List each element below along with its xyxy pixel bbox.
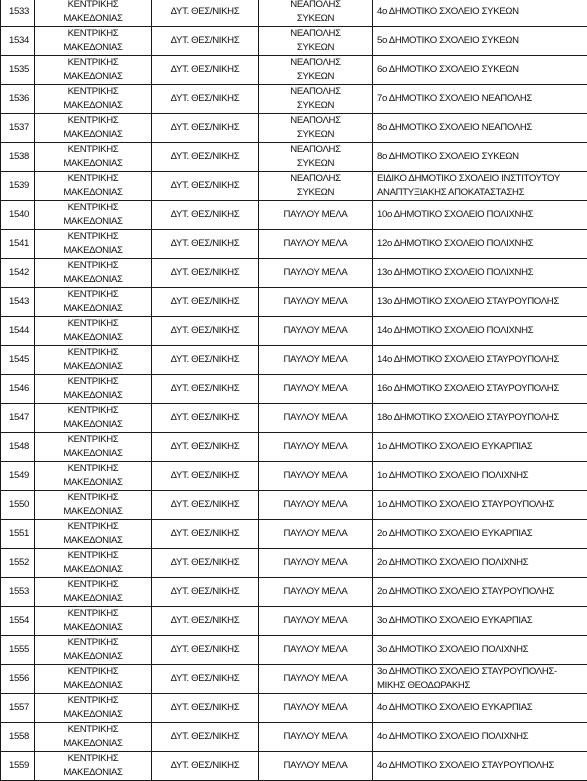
row-number-cell: 1551	[1, 520, 35, 549]
region-line: ΚΕΝΤΡΙΚΗΣ	[67, 608, 119, 619]
school-name-line: ΕΙΔΙΚΟ ΔΗΜΟΤΙΚΟ ΣΧΟΛΕΙΟ ΙΝΣΤΙΤΟΥΤΟΥ	[377, 173, 560, 184]
region-line: ΚΕΝΤΡΙΚΗΣ	[67, 28, 119, 39]
region-cell	[35, 607, 152, 636]
region-line: ΜΑΚΕΔΟΝΙΑΣ	[63, 274, 123, 285]
school-name-cell	[373, 114, 587, 143]
region-cell	[35, 0, 152, 27]
school-name-cell	[373, 578, 587, 607]
school-name-line: 13ο ΔΗΜΟΤΙΚΟ ΣΧΟΛΕΙΟ ΣΤΑΥΡΟΥΠΟΛΗΣ	[377, 296, 559, 307]
table-row	[1, 346, 587, 375]
municipality-cell	[259, 143, 373, 172]
directorate-cell: ΔΥΤ. ΘΕΣ/ΝΙΚΗΣ	[152, 172, 259, 201]
school-name-cell	[373, 636, 587, 665]
table-row	[1, 665, 587, 694]
school-name-cell	[373, 317, 587, 346]
region-cell	[35, 723, 152, 752]
municipality-cell	[259, 317, 373, 346]
directorate-cell: ΔΥΤ. ΘΕΣ/ΝΙΚΗΣ	[152, 636, 259, 665]
school-name-cell	[373, 0, 587, 27]
municipality-cell	[259, 752, 373, 781]
municipality-line: ΣΥΚΕΩΝ	[296, 42, 335, 53]
row-number-cell: 1533	[1, 0, 35, 27]
directorate-cell: ΔΥΤ. ΘΕΣ/ΝΙΚΗΣ	[152, 143, 259, 172]
municipality-line: ΠΑΥΛΟΥ ΜΕΛΑ	[283, 557, 348, 568]
municipality-line: ΠΑΥΛΟΥ ΜΕΛΑ	[283, 760, 348, 771]
table-row	[1, 143, 587, 172]
municipality-cell	[259, 85, 373, 114]
school-name-line: 1ο ΔΗΜΟΤΙΚΟ ΣΧΟΛΕΙΟ ΠΟΛΙΧΝΗΣ	[377, 470, 529, 481]
school-name-line: 12ο ΔΗΜΟΤΙΚΟ ΣΧΟΛΕΙΟ ΠΟΛΙΧΝΗΣ	[377, 238, 534, 249]
municipality-cell	[259, 0, 373, 27]
directorate-cell: ΔΥΤ. ΘΕΣ/ΝΙΚΗΣ	[152, 723, 259, 752]
region-line: ΚΕΝΤΡΙΚΗΣ	[67, 231, 119, 242]
school-name-cell	[373, 172, 587, 201]
region-cell	[35, 114, 152, 143]
schools-table-body	[1, 0, 587, 781]
region-line: ΚΕΝΤΡΙΚΗΣ	[67, 57, 119, 68]
school-name-line: 18ο ΔΗΜΟΤΙΚΟ ΣΧΟΛΕΙΟ ΣΤΑΥΡΟΥΠΟΛΗΣ	[377, 412, 559, 423]
table-row	[1, 230, 587, 259]
directorate-cell: ΔΥΤ. ΘΕΣ/ΝΙΚΗΣ	[152, 694, 259, 723]
municipality-line: ΠΑΥΛΟΥ ΜΕΛΑ	[283, 412, 348, 423]
region-cell	[35, 491, 152, 520]
school-name-line: 4ο ΔΗΜΟΤΙΚΟ ΣΧΟΛΕΙΟ ΕΥΚΑΡΠΙΑΣ	[377, 702, 533, 713]
row-number-cell: 1539	[1, 172, 35, 201]
region-line: ΚΕΝΤΡΙΚΗΣ	[67, 318, 119, 329]
school-name-cell	[373, 375, 587, 404]
directorate-cell: ΔΥΤ. ΘΕΣ/ΝΙΚΗΣ	[152, 288, 259, 317]
region-line: ΜΑΚΕΔΟΝΙΑΣ	[63, 477, 123, 488]
table-row	[1, 317, 587, 346]
region-line: ΜΑΚΕΔΟΝΙΑΣ	[63, 738, 123, 749]
region-line: ΜΑΚΕΔΟΝΙΑΣ	[63, 361, 123, 372]
municipality-line: ΠΑΥΛΟΥ ΜΕΛΑ	[283, 296, 348, 307]
row-number-cell: 1548	[1, 433, 35, 462]
region-line: ΚΕΝΤΡΙΚΗΣ	[67, 115, 119, 126]
region-cell	[35, 752, 152, 781]
school-name-line: 3ο ΔΗΜΟΤΙΚΟ ΣΧΟΛΕΙΟ ΕΥΚΑΡΠΙΑΣ	[377, 615, 533, 626]
municipality-cell	[259, 114, 373, 143]
school-name-line: 2ο ΔΗΜΟΤΙΚΟ ΣΧΟΛΕΙΟ ΠΟΛΙΧΝΗΣ	[377, 557, 529, 568]
municipality-line: ΣΥΚΕΩΝ	[296, 71, 335, 82]
directorate-cell: ΔΥΤ. ΘΕΣ/ΝΙΚΗΣ	[152, 462, 259, 491]
school-name-line: 1ο ΔΗΜΟΤΙΚΟ ΣΧΟΛΕΙΟ ΕΥΚΑΡΠΙΑΣ	[377, 441, 533, 452]
region-cell	[35, 172, 152, 201]
region-line: ΚΕΝΤΡΙΚΗΣ	[67, 86, 119, 97]
directorate-cell: ΔΥΤ. ΘΕΣ/ΝΙΚΗΣ	[152, 404, 259, 433]
region-line: ΜΑΚΕΔΟΝΙΑΣ	[63, 245, 123, 256]
school-name-cell	[373, 694, 587, 723]
municipality-cell	[259, 375, 373, 404]
region-line: ΚΕΝΤΡΙΚΗΣ	[67, 492, 119, 503]
directorate-cell: ΔΥΤ. ΘΕΣ/ΝΙΚΗΣ	[152, 607, 259, 636]
row-number-cell: 1537	[1, 114, 35, 143]
municipality-line: ΠΑΥΛΟΥ ΜΕΛΑ	[283, 267, 348, 278]
school-name-line: 3ο ΔΗΜΟΤΙΚΟ ΣΧΟΛΕΙΟ ΣΤΑΥΡΟΥΠΟΛΗΣ-	[377, 666, 557, 677]
directorate-cell: ΔΥΤ. ΘΕΣ/ΝΙΚΗΣ	[152, 27, 259, 56]
region-line: ΚΕΝΤΡΙΚΗΣ	[67, 376, 119, 387]
municipality-line: ΝΕΑΠΟΛΗΣ	[290, 28, 341, 39]
region-line: ΚΕΝΤΡΙΚΗΣ	[67, 463, 119, 474]
region-cell	[35, 143, 152, 172]
row-number-cell: 1542	[1, 259, 35, 288]
school-name-cell	[373, 230, 587, 259]
row-number-cell: 1556	[1, 665, 35, 694]
school-name-line: ΜΙΚΗΣ ΘΕΟΔΩΡΑΚΗΣ	[377, 680, 471, 691]
table-row	[1, 549, 587, 578]
municipality-line: ΠΑΥΛΟΥ ΜΕΛΑ	[283, 209, 348, 220]
school-name-line: 6ο ΔΗΜΟΤΙΚΟ ΣΧΟΛΕΙΟ ΣΥΚΕΩΝ	[377, 64, 519, 75]
row-number-cell: 1559	[1, 752, 35, 781]
region-line: ΜΑΚΕΔΟΝΙΑΣ	[63, 535, 123, 546]
school-name-cell	[373, 56, 587, 85]
region-line: ΜΑΚΕΔΟΝΙΑΣ	[63, 651, 123, 662]
directorate-cell: ΔΥΤ. ΘΕΣ/ΝΙΚΗΣ	[152, 520, 259, 549]
region-line: ΜΑΚΕΔΟΝΙΑΣ	[63, 709, 123, 720]
municipality-cell	[259, 433, 373, 462]
row-number-cell: 1538	[1, 143, 35, 172]
school-name-cell	[373, 433, 587, 462]
directorate-cell: ΔΥΤ. ΘΕΣ/ΝΙΚΗΣ	[152, 317, 259, 346]
table-row	[1, 85, 587, 114]
municipality-cell	[259, 346, 373, 375]
municipality-cell	[259, 201, 373, 230]
region-line: ΜΑΚΕΔΟΝΙΑΣ	[63, 419, 123, 430]
row-number-cell: 1540	[1, 201, 35, 230]
school-name-line: 3ο ΔΗΜΟΤΙΚΟ ΣΧΟΛΕΙΟ ΠΟΛΙΧΝΗΣ	[377, 644, 529, 655]
municipality-cell	[259, 694, 373, 723]
region-line: ΜΑΚΕΔΟΝΙΑΣ	[63, 332, 123, 343]
region-line: ΚΕΝΤΡΙΚΗΣ	[67, 144, 119, 155]
directorate-cell: ΔΥΤ. ΘΕΣ/ΝΙΚΗΣ	[152, 56, 259, 85]
municipality-line: ΠΑΥΛΟΥ ΜΕΛΑ	[283, 615, 348, 626]
table-row	[1, 607, 587, 636]
row-number-cell: 1543	[1, 288, 35, 317]
region-line: ΚΕΝΤΡΙΚΗΣ	[67, 637, 119, 648]
municipality-cell	[259, 288, 373, 317]
row-number-cell: 1544	[1, 317, 35, 346]
region-cell	[35, 201, 152, 230]
region-cell	[35, 85, 152, 114]
region-cell	[35, 259, 152, 288]
region-cell	[35, 404, 152, 433]
directorate-cell: ΔΥΤ. ΘΕΣ/ΝΙΚΗΣ	[152, 259, 259, 288]
school-name-line: 8ο ΔΗΜΟΤΙΚΟ ΣΧΟΛΕΙΟ ΝΕΑΠΟΛΗΣ	[377, 122, 532, 133]
directorate-cell: ΔΥΤ. ΘΕΣ/ΝΙΚΗΣ	[152, 346, 259, 375]
school-name-cell	[373, 201, 587, 230]
region-line: ΚΕΝΤΡΙΚΗΣ	[67, 753, 119, 764]
region-line: ΜΑΚΕΔΟΝΙΑΣ	[63, 622, 123, 633]
municipality-cell	[259, 56, 373, 85]
region-cell	[35, 462, 152, 491]
region-cell	[35, 578, 152, 607]
municipality-cell	[259, 520, 373, 549]
region-line: ΜΑΚΕΔΟΝΙΑΣ	[63, 767, 123, 778]
directorate-cell: ΔΥΤ. ΘΕΣ/ΝΙΚΗΣ	[152, 201, 259, 230]
region-line: ΚΕΝΤΡΙΚΗΣ	[67, 405, 119, 416]
school-name-cell	[373, 520, 587, 549]
directorate-cell: ΔΥΤ. ΘΕΣ/ΝΙΚΗΣ	[152, 491, 259, 520]
school-name-line: 2ο ΔΗΜΟΤΙΚΟ ΣΧΟΛΕΙΟ ΕΥΚΑΡΠΙΑΣ	[377, 528, 533, 539]
row-number-cell: 1552	[1, 549, 35, 578]
directorate-cell: ΔΥΤ. ΘΕΣ/ΝΙΚΗΣ	[152, 549, 259, 578]
table-row	[1, 462, 587, 491]
table-row	[1, 723, 587, 752]
region-cell	[35, 288, 152, 317]
school-name-cell	[373, 346, 587, 375]
municipality-cell	[259, 636, 373, 665]
school-name-cell	[373, 288, 587, 317]
school-name-line: 14ο ΔΗΜΟΤΙΚΟ ΣΧΟΛΕΙΟ ΣΤΑΥΡΟΥΠΟΛΗΣ	[377, 354, 559, 365]
row-number-cell: 1541	[1, 230, 35, 259]
region-line: ΜΑΚΕΔΟΝΙΑΣ	[63, 100, 123, 111]
region-line: ΜΑΚΕΔΟΝΙΑΣ	[63, 593, 123, 604]
municipality-cell	[259, 665, 373, 694]
region-line: ΜΑΚΕΔΟΝΙΑΣ	[63, 680, 123, 691]
table-row	[1, 27, 587, 56]
school-name-line: 16ο ΔΗΜΟΤΙΚΟ ΣΧΟΛΕΙΟ ΣΤΑΥΡΟΥΠΟΛΗΣ	[377, 383, 559, 394]
region-cell	[35, 520, 152, 549]
school-name-line: 4ο ΔΗΜΟΤΙΚΟ ΣΧΟΛΕΙΟ ΣΥΚΕΩΝ	[377, 6, 519, 17]
row-number-cell: 1545	[1, 346, 35, 375]
region-cell	[35, 27, 152, 56]
region-cell	[35, 433, 152, 462]
school-name-line: 8ο ΔΗΜΟΤΙΚΟ ΣΧΟΛΕΙΟ ΣΥΚΕΩΝ	[377, 151, 519, 162]
row-number-cell: 1550	[1, 491, 35, 520]
region-line: ΜΑΚΕΔΟΝΙΑΣ	[63, 13, 123, 24]
table-row	[1, 520, 587, 549]
municipality-cell	[259, 27, 373, 56]
table-row	[1, 288, 587, 317]
directorate-cell: ΔΥΤ. ΘΕΣ/ΝΙΚΗΣ	[152, 85, 259, 114]
municipality-line: ΝΕΑΠΟΛΗΣ	[290, 115, 341, 126]
school-name-cell	[373, 85, 587, 114]
region-line: ΚΕΝΤΡΙΚΗΣ	[67, 260, 119, 271]
table-row	[1, 375, 587, 404]
municipality-cell	[259, 259, 373, 288]
region-line: ΚΕΝΤΡΙΚΗΣ	[67, 521, 119, 532]
municipality-cell	[259, 172, 373, 201]
municipality-line: ΠΑΥΛΟΥ ΜΕΛΑ	[283, 325, 348, 336]
region-line: ΚΕΝΤΡΙΚΗΣ	[67, 202, 119, 213]
table-row	[1, 578, 587, 607]
municipality-cell	[259, 607, 373, 636]
directorate-cell: ΔΥΤ. ΘΕΣ/ΝΙΚΗΣ	[152, 114, 259, 143]
region-line: ΜΑΚΕΔΟΝΙΑΣ	[63, 303, 123, 314]
directorate-cell: ΔΥΤ. ΘΕΣ/ΝΙΚΗΣ	[152, 375, 259, 404]
municipality-cell	[259, 723, 373, 752]
directorate-cell: ΔΥΤ. ΘΕΣ/ΝΙΚΗΣ	[152, 433, 259, 462]
table-row	[1, 752, 587, 781]
region-line: ΚΕΝΤΡΙΚΗΣ	[67, 173, 119, 184]
municipality-line: ΣΥΚΕΩΝ	[296, 158, 335, 169]
region-line: ΜΑΚΕΔΟΝΙΑΣ	[63, 506, 123, 517]
school-name-cell	[373, 752, 587, 781]
municipality-line: ΠΑΥΛΟΥ ΜΕΛΑ	[283, 238, 348, 249]
municipality-line: ΝΕΑΠΟΛΗΣ	[290, 0, 341, 10]
municipality-line: ΝΕΑΠΟΛΗΣ	[290, 144, 341, 155]
table-row	[1, 433, 587, 462]
municipality-cell	[259, 404, 373, 433]
region-line: ΜΑΚΕΔΟΝΙΑΣ	[63, 158, 123, 169]
table-row	[1, 56, 587, 85]
region-line: ΜΑΚΕΔΟΝΙΑΣ	[63, 216, 123, 227]
school-name-cell	[373, 259, 587, 288]
table-row	[1, 491, 587, 520]
region-cell	[35, 56, 152, 85]
school-name-line: ΑΝΑΠΤΥΞΙΑΚΗΣ ΑΠΟΚΑΤΑΣΤΑΣΗΣ	[377, 187, 525, 198]
school-name-cell	[373, 143, 587, 172]
region-cell	[35, 665, 152, 694]
region-line: ΜΑΚΕΔΟΝΙΑΣ	[63, 448, 123, 459]
municipality-cell	[259, 549, 373, 578]
table-row	[1, 694, 587, 723]
municipality-line: ΝΕΑΠΟΛΗΣ	[290, 57, 341, 68]
region-line: ΜΑΚΕΔΟΝΙΑΣ	[63, 390, 123, 401]
region-line: ΚΕΝΤΡΙΚΗΣ	[67, 579, 119, 590]
school-name-line: 5ο ΔΗΜΟΤΙΚΟ ΣΧΟΛΕΙΟ ΣΥΚΕΩΝ	[377, 35, 519, 46]
row-number-cell: 1554	[1, 607, 35, 636]
municipality-line: ΠΑΥΛΟΥ ΜΕΛΑ	[283, 499, 348, 510]
table-row	[1, 259, 587, 288]
row-number-cell: 1535	[1, 56, 35, 85]
region-cell	[35, 230, 152, 259]
school-name-cell	[373, 27, 587, 56]
table-row	[1, 636, 587, 665]
school-name-line: 4ο ΔΗΜΟΤΙΚΟ ΣΧΟΛΕΙΟ ΠΟΛΙΧΝΗΣ	[377, 731, 529, 742]
municipality-line: ΠΑΥΛΟΥ ΜΕΛΑ	[283, 441, 348, 452]
row-number-cell: 1547	[1, 404, 35, 433]
region-cell	[35, 375, 152, 404]
region-line: ΚΕΝΤΡΙΚΗΣ	[67, 550, 119, 561]
municipality-line: ΠΑΥΛΟΥ ΜΕΛΑ	[283, 673, 348, 684]
school-name-cell	[373, 462, 587, 491]
municipality-line: ΝΕΑΠΟΛΗΣ	[290, 86, 341, 97]
municipality-line: ΠΑΥΛΟΥ ΜΕΛΑ	[283, 470, 348, 481]
region-cell	[35, 549, 152, 578]
row-number-cell: 1536	[1, 85, 35, 114]
directorate-cell: ΔΥΤ. ΘΕΣ/ΝΙΚΗΣ	[152, 0, 259, 27]
row-number-cell: 1555	[1, 636, 35, 665]
region-line: ΚΕΝΤΡΙΚΗΣ	[67, 724, 119, 735]
region-line: ΜΑΚΕΔΟΝΙΑΣ	[63, 187, 123, 198]
municipality-line: ΣΥΚΕΩΝ	[296, 187, 335, 198]
school-name-line: 14ο ΔΗΜΟΤΙΚΟ ΣΧΟΛΕΙΟ ΠΟΛΙΧΝΗΣ	[377, 325, 534, 336]
school-name-line: 1ο ΔΗΜΟΤΙΚΟ ΣΧΟΛΕΙΟ ΣΤΑΥΡΟΥΠΟΛΗΣ	[377, 499, 554, 510]
municipality-line: ΣΥΚΕΩΝ	[296, 100, 335, 111]
directorate-cell: ΔΥΤ. ΘΕΣ/ΝΙΚΗΣ	[152, 578, 259, 607]
table-row	[1, 404, 587, 433]
directorate-cell: ΔΥΤ. ΘΕΣ/ΝΙΚΗΣ	[152, 230, 259, 259]
row-number-cell: 1553	[1, 578, 35, 607]
row-number-cell: 1546	[1, 375, 35, 404]
school-name-cell	[373, 491, 587, 520]
municipality-line: ΝΕΑΠΟΛΗΣ	[290, 173, 341, 184]
region-cell	[35, 694, 152, 723]
school-name-line: 4ο ΔΗΜΟΤΙΚΟ ΣΧΟΛΕΙΟ ΣΤΑΥΡΟΥΠΟΛΗΣ	[377, 760, 554, 771]
region-line: ΚΕΝΤΡΙΚΗΣ	[67, 695, 119, 706]
directorate-cell: ΔΥΤ. ΘΕΣ/ΝΙΚΗΣ	[152, 752, 259, 781]
school-name-line: 13ο ΔΗΜΟΤΙΚΟ ΣΧΟΛΕΙΟ ΠΟΛΙΧΝΗΣ	[377, 267, 534, 278]
municipality-line: ΠΑΥΛΟΥ ΜΕΛΑ	[283, 528, 348, 539]
municipality-line: ΠΑΥΛΟΥ ΜΕΛΑ	[283, 383, 348, 394]
region-line: ΜΑΚΕΔΟΝΙΑΣ	[63, 71, 123, 82]
table-row	[1, 114, 587, 143]
directorate-cell: ΔΥΤ. ΘΕΣ/ΝΙΚΗΣ	[152, 665, 259, 694]
school-name-cell	[373, 665, 587, 694]
region-cell	[35, 317, 152, 346]
school-name-cell	[373, 549, 587, 578]
school-name-cell	[373, 607, 587, 636]
region-line: ΚΕΝΤΡΙΚΗΣ	[67, 347, 119, 358]
region-line: ΚΕΝΤΡΙΚΗΣ	[67, 0, 119, 10]
municipality-line: ΣΥΚΕΩΝ	[296, 129, 335, 140]
municipality-line: ΠΑΥΛΟΥ ΜΕΛΑ	[283, 702, 348, 713]
municipality-line: ΣΥΚΕΩΝ	[296, 13, 335, 24]
municipality-cell	[259, 491, 373, 520]
row-number-cell: 1549	[1, 462, 35, 491]
region-line: ΜΑΚΕΔΟΝΙΑΣ	[63, 129, 123, 140]
region-line: ΜΑΚΕΔΟΝΙΑΣ	[63, 42, 123, 53]
table-row	[1, 172, 587, 201]
school-name-line: 2ο ΔΗΜΟΤΙΚΟ ΣΧΟΛΕΙΟ ΣΤΑΥΡΟΥΠΟΛΗΣ	[377, 586, 554, 597]
region-cell	[35, 346, 152, 375]
region-line: ΚΕΝΤΡΙΚΗΣ	[67, 289, 119, 300]
row-number-cell: 1534	[1, 27, 35, 56]
municipality-line: ΠΑΥΛΟΥ ΜΕΛΑ	[283, 731, 348, 742]
table-row	[1, 201, 587, 230]
school-name-line: 10ο ΔΗΜΟΤΙΚΟ ΣΧΟΛΕΙΟ ΠΟΛΙΧΝΗΣ	[377, 209, 534, 220]
region-line: ΚΕΝΤΡΙΚΗΣ	[67, 666, 119, 677]
region-line: ΜΑΚΕΔΟΝΙΑΣ	[63, 564, 123, 575]
region-cell	[35, 636, 152, 665]
table-row	[1, 0, 587, 27]
region-line: ΚΕΝΤΡΙΚΗΣ	[67, 434, 119, 445]
municipality-cell	[259, 462, 373, 491]
school-name-line: 7ο ΔΗΜΟΤΙΚΟ ΣΧΟΛΕΙΟ ΝΕΑΠΟΛΗΣ	[377, 93, 532, 104]
row-number-cell: 1557	[1, 694, 35, 723]
school-name-cell	[373, 404, 587, 433]
school-name-cell	[373, 723, 587, 752]
municipality-line: ΠΑΥΛΟΥ ΜΕΛΑ	[283, 586, 348, 597]
municipality-line: ΠΑΥΛΟΥ ΜΕΛΑ	[283, 354, 348, 365]
row-number-cell: 1558	[1, 723, 35, 752]
municipality-cell	[259, 578, 373, 607]
municipality-cell	[259, 230, 373, 259]
municipality-line: ΠΑΥΛΟΥ ΜΕΛΑ	[283, 644, 348, 655]
